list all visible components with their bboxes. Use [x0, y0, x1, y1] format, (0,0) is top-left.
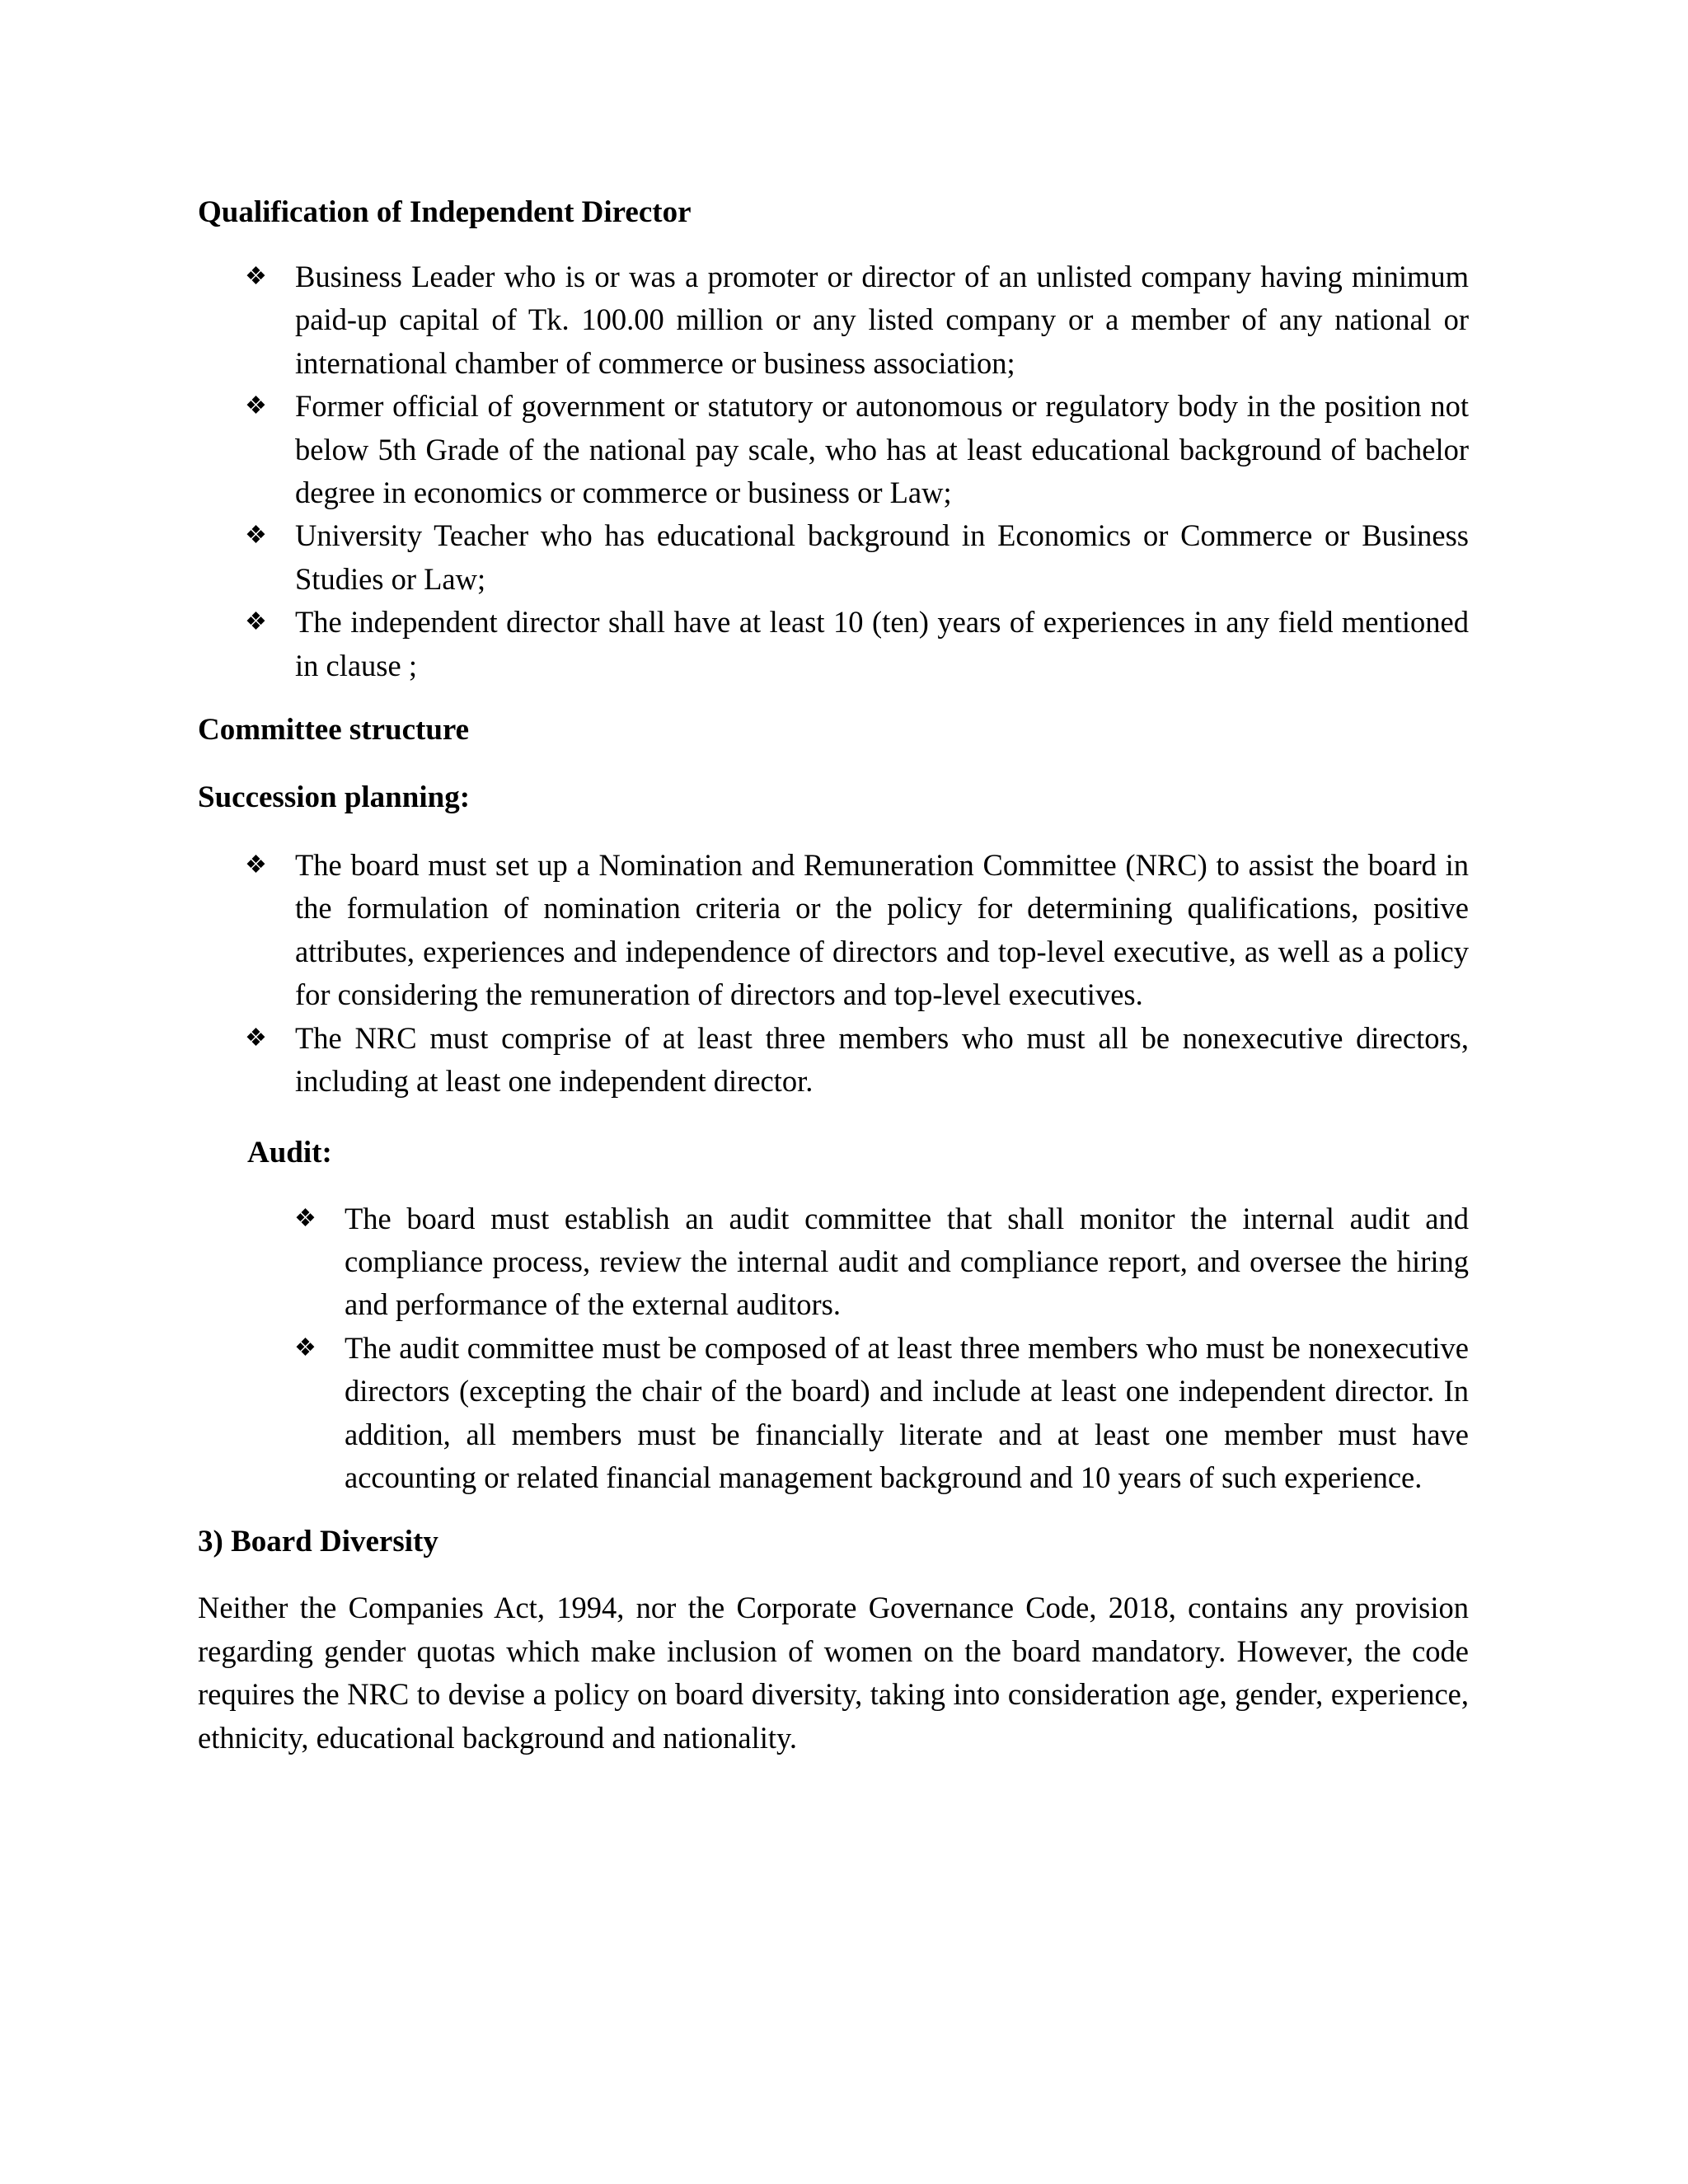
four-diamond-bullet-icon: ❖ — [245, 608, 267, 636]
list-item-text: The independent director shall have at least 10 (ten) years of experiences in any field mentioned in clause ; — [295, 605, 1469, 682]
four-diamond-bullet-icon: ❖ — [245, 522, 267, 550]
list-item-text: The audit committee must be composed of at least three members who must be nonexecutive directors (excepting the chair of the board) and include at least one independent director. In addition, all members must be financially literate and at least one member must have accounting or related financial management background and 10 years of such experience. — [345, 1330, 1469, 1494]
four-diamond-bullet-icon: ❖ — [245, 1024, 267, 1052]
board-diversity-paragraph: Neither the Companies Act, 1994, nor the Corporate Governance Code, 2018, contains any provision regarding gender quotas which make inclusion of women on the board mandatory. However, the code requires the NRC to devise a policy on board diversity, taking into consideration age, gender, experience, ethnicity, educational background and nationality. — [198, 1591, 1469, 1755]
four-diamond-bullet-icon: ❖ — [245, 851, 267, 879]
list-item — [198, 1017, 1469, 1104]
audit-heading: Audit: — [247, 1135, 332, 1169]
list-item-text: The board must set up a Nomination and Remuneration Committee (NRC) to assist the board in the formulation of nomination criteria or the policy for determining qualifications, positive attributes, experiences and independence of directors and top-level executive, as well as a policy for considering the remuneration of directors and top-level executives. — [295, 848, 1469, 1012]
list-item — [198, 514, 1469, 601]
list-item-text: The board must establish an audit committee that shall monitor the internal audit and compliance process, review the internal audit and compliance report, and oversee the hiring and performance of the external auditors. — [345, 1201, 1469, 1322]
list-item — [198, 1197, 1469, 1327]
four-diamond-bullet-icon: ❖ — [294, 1204, 316, 1232]
list-item-text: Business Leader who is or was a promoter or director of an unlisted company having minimum paid-up capital of Tk. 100.00 million or any listed company or a member of any national or international chamber of commerce or business association; — [295, 260, 1469, 380]
board-diversity-heading: 3) Board Diversity — [198, 1525, 438, 1559]
four-diamond-bullet-icon: ❖ — [245, 263, 267, 290]
succession-list — [198, 844, 1469, 1103]
list-item — [198, 1327, 1469, 1500]
list-item — [198, 255, 1469, 385]
list-item-text: Former official of government or statutory or autonomous or regulatory body in the position not below 5th Grade of the national pay scale, who has at least educational background of bachelor degree in economics or commerce or business or Law; — [295, 389, 1469, 510]
four-diamond-bullet-icon: ❖ — [294, 1333, 316, 1361]
document-page — [198, 191, 1469, 1760]
committee-structure-heading: Committee structure — [198, 713, 470, 748]
list-item — [198, 385, 1469, 514]
succession-planning-heading: Succession planning: — [198, 780, 471, 815]
audit-list — [198, 1197, 1469, 1500]
qualification-heading: Qualification of Independent Director — [198, 195, 692, 229]
four-diamond-bullet-icon: ❖ — [245, 392, 267, 420]
list-item — [198, 844, 1469, 1017]
list-item-text: The NRC must comprise of at least three members who must all be nonexecutive directors, including at least one independent director. — [295, 1020, 1469, 1099]
qualification-list — [198, 255, 1469, 687]
list-item — [198, 601, 1469, 687]
list-item-text: University Teacher who has educational background in Economics or Commerce or Business Studies or Law; — [295, 518, 1469, 596]
